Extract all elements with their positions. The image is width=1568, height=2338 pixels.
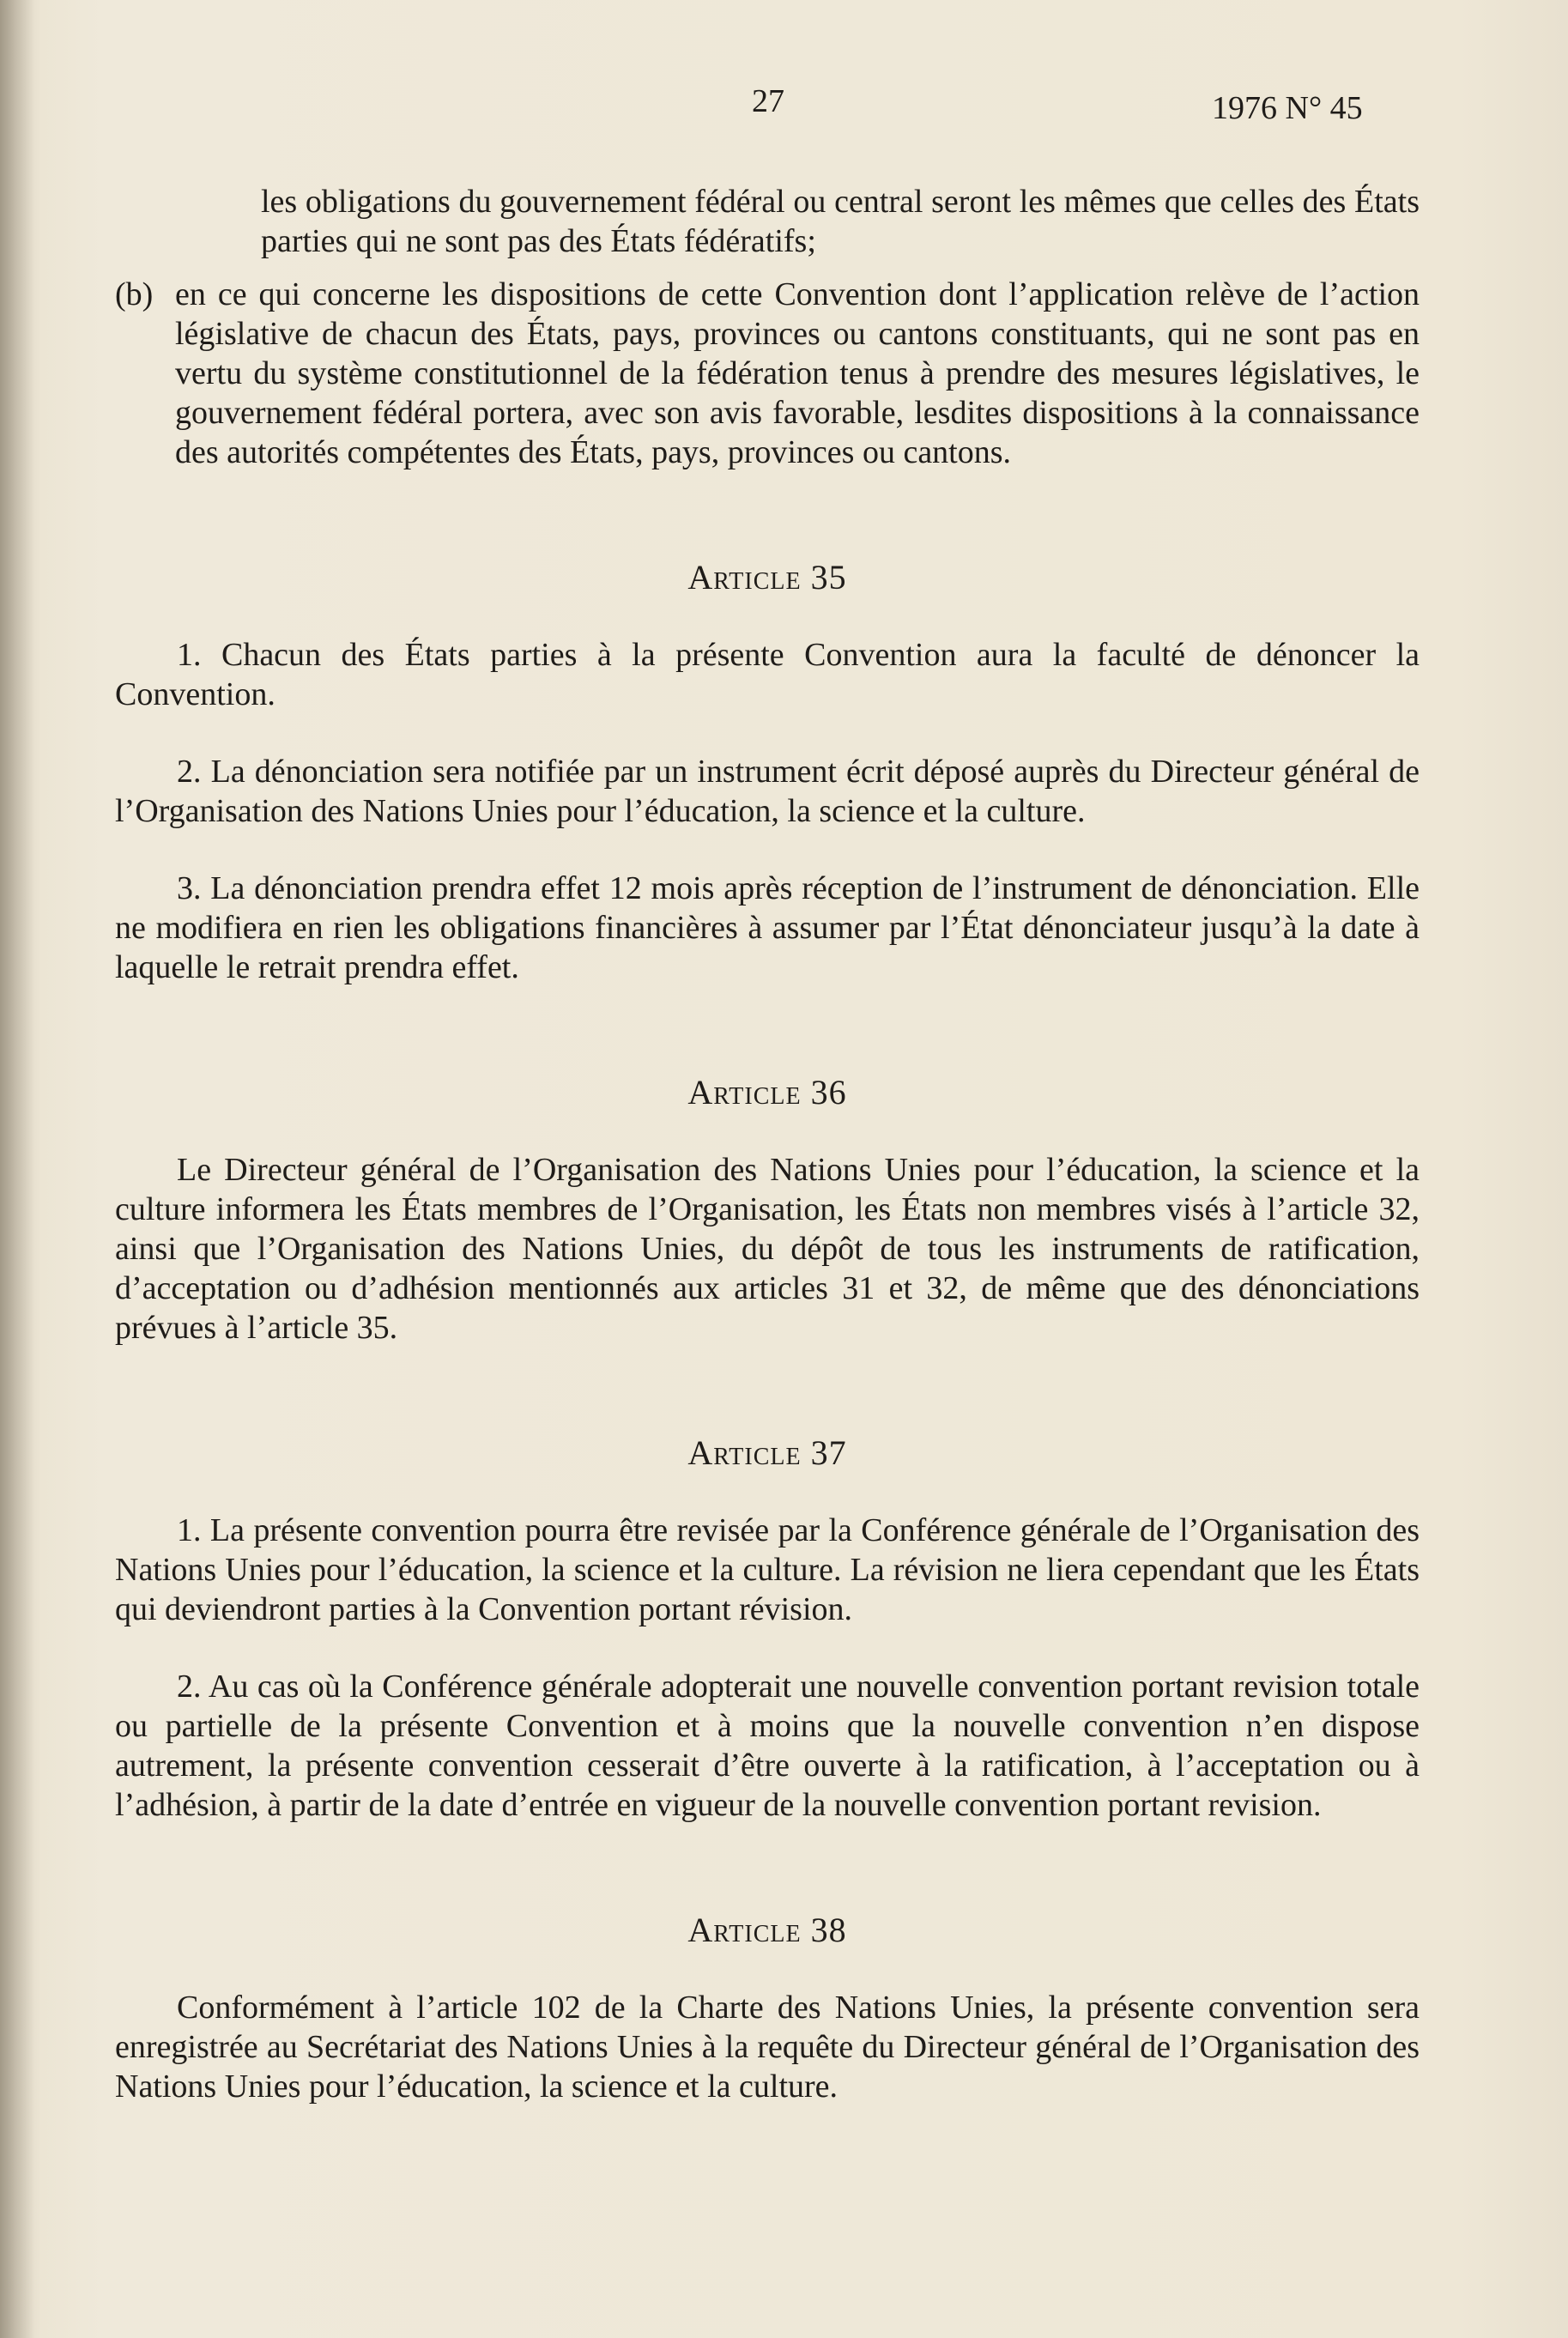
page-number: 27 [752,83,784,119]
article35-heading: Article 35 [687,558,847,597]
article38-paragraph-1: Conformément à l’article 102 de la Charte des Nations Unies, la présente convention sera enregistrée au Secrétariat des Nations Unies à la requête du Directeur général de l’Organisation des Nations Unies pour l’éducation, la science et la culture. [115,1990,1420,2105]
article35-paragraph-2: 2. La dénonciation sera notifiée par un instrument écrit déposé auprès du Directeur général de l’Organisation des Nations Unies pour l’éducation, la science et la culture. [115,754,1420,829]
article36-paragraph-1: Le Directeur général de l’Organisation des Nations Unies pour l’éducation, la science et la culture informera les États membres de l’Organisation, les États non membres visés à l’article 32, ainsi que l’Organisation des Nations Unies, du dépôt de tous les instruments de ratification, d’acceptation ou d’adhésion mentionnés aux articles 31 et 32, de même que des dénonciations prévues à l’article 35. [115,1152,1420,1346]
item-b-label: (b) [115,276,154,312]
article37-paragraph-1: 1. La présente convention pourra être revisée par la Conférence générale de l’Organisation des Nations Unies pour l’éducation, la science et la culture. La révision ne liera cependant que les États qui deviendront parties à la Convention portant révision. [115,1512,1420,1627]
article36-heading: Article 36 [687,1073,847,1111]
article34-item-b [115,275,1420,472]
body-text [115,182,1420,2106]
article37-heading: Article 37 [687,1433,847,1472]
binding-shadow [0,0,34,2338]
page-header [0,82,1568,134]
article35-paragraph-3: 3. La dénonciation prendra effet 12 mois après réception de l’instrument de dénonciation. Elle ne modifiera en rien les obligations financières à assumer par l’État dénonciateur jusqu’à la date à laquelle le retrait prendra effet. [115,870,1420,985]
article35-paragraph-1: 1. Chacun des États parties à la présente Convention aura la faculté de dénoncer la Convention. [115,637,1420,712]
article34-item-a-tail: les obligations du gouvernement fédéral ou central seront les mêmes que celles des États parties qui ne sont pas des États fédératifs; [261,184,1420,259]
article37-paragraph-2: 2. Au cas où la Conférence générale adopterait une nouvelle convention portant revision totale ou partielle de la présente Convention et à moins que la nouvelle convention n’en dispose autrement, la présente convention cesserait d’être ouverte à la ratification, à l’acceptation ou à l’adhésion, à partir de la date d’entrée en vigueur de la nouvelle convention portant revision. [115,1669,1420,1823]
document-reference: 1976 N° 45 [1212,90,1363,126]
article38-heading: Article 38 [687,1911,847,1949]
item-b-text: en ce qui concerne les dispositions de cette Convention dont l’application relève de l’action législative de chacun des États, pays, provinces ou cantons constituants, qui ne sont pas en vertu du système constitutionnel de la fédération tenus à prendre des mesures législatives, le gouvernement fédéral portera, avec son avis favorable, lesdites dispositions à la connaissance des autorités compétentes des États, pays, provinces ou cantons. [175,276,1420,470]
